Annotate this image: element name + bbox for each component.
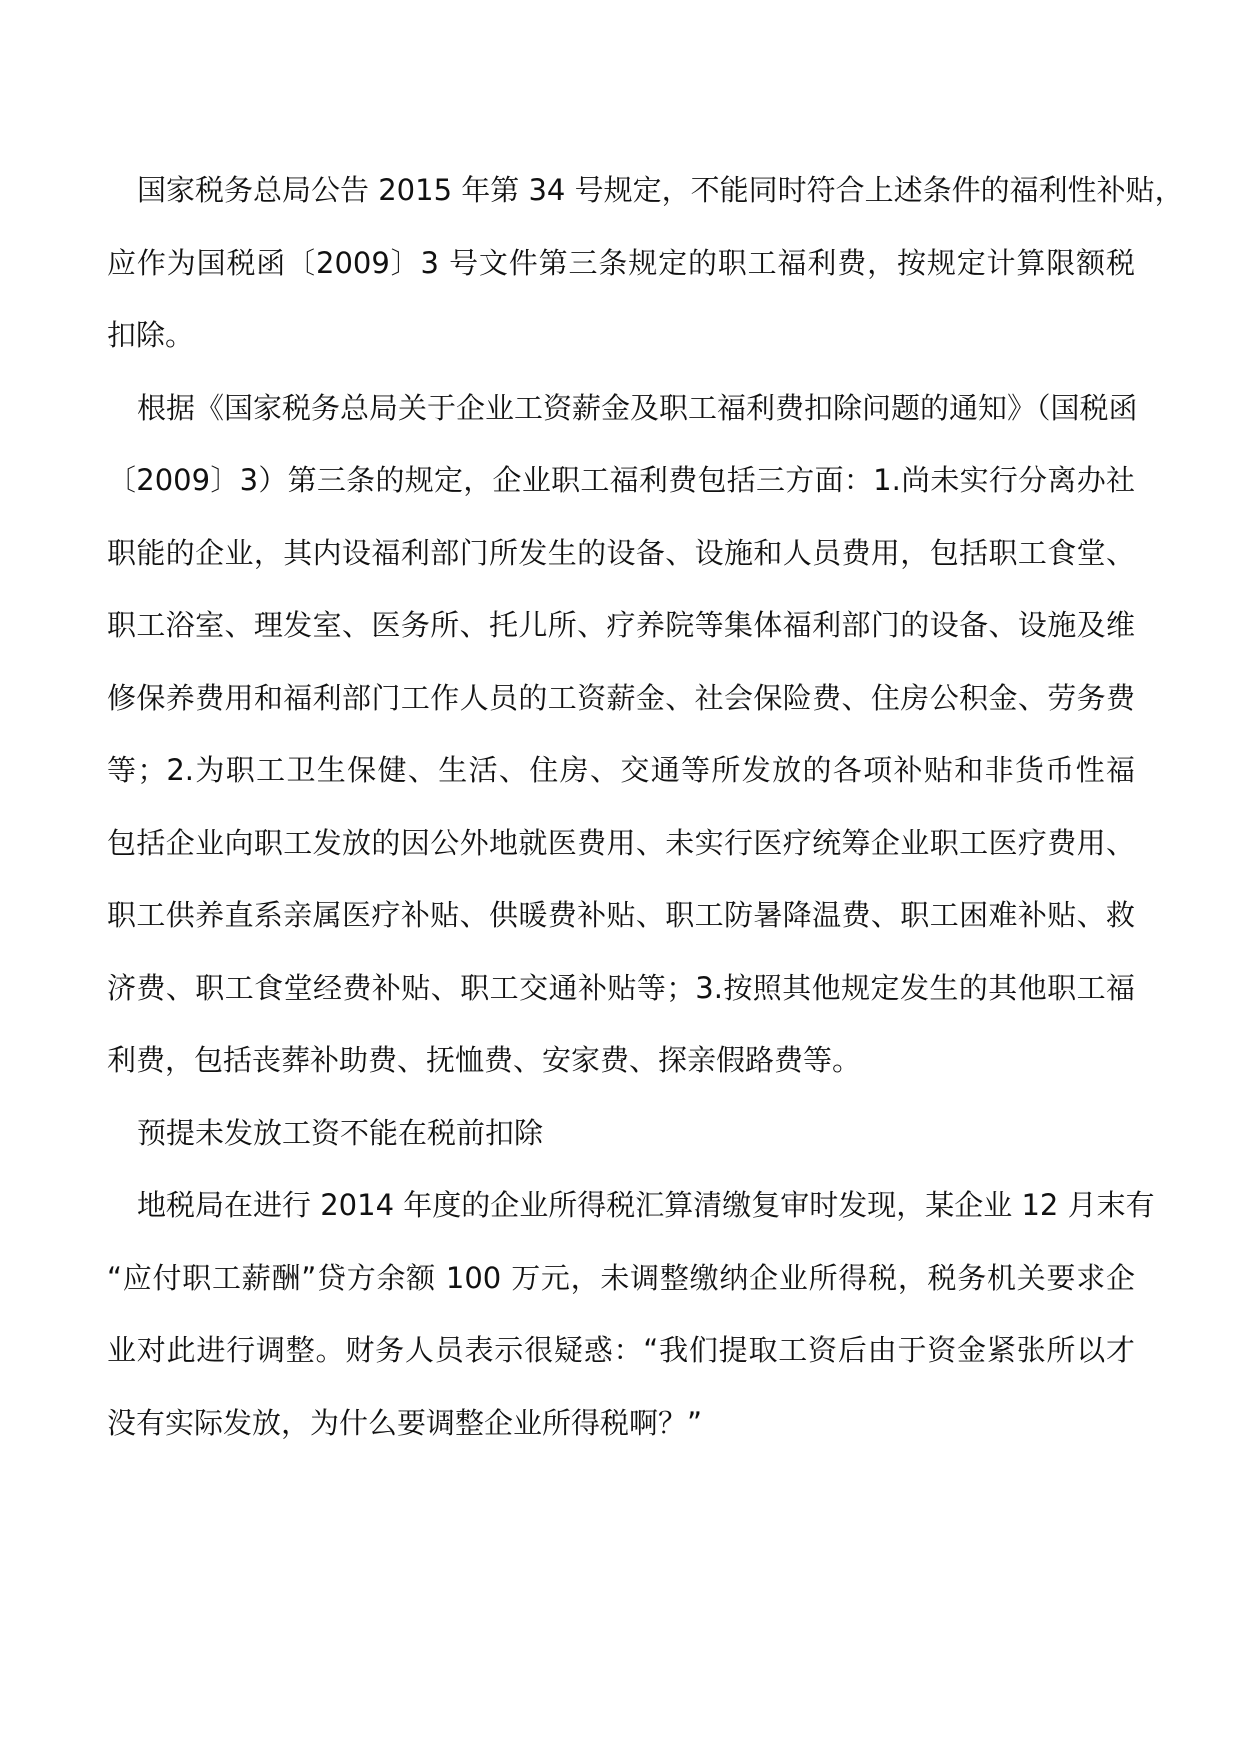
text-line: 济费、职工食堂经费补贴、职工交通补贴等；3.按照其他规定发生的其他职工福 [107,970,1135,1005]
text-line: 修保养费用和福利部门工作人员的工资薪金、社会保险费、住房公积金、劳务费 [107,680,1135,715]
paragraph-welfare-subsidy [107,154,1184,372]
section-heading [107,1097,1135,1170]
text-line: 根据《国家税务总局关于企业工资薪金及职工福利费扣除问题的通知》（国税函 [137,390,1138,425]
text-line: 职工供养直系亲属医疗补贴、供暖费补贴、职工防暑降温费、职工困难补贴、救 [107,898,1135,932]
text-line: 没有实际发放，为什么要调整企业所得税啊？” [107,1405,703,1440]
text-line: 职工浴室、理发室、医务所、托儿所、疗养院等集体福利部门的设备、设施及维 [107,608,1135,642]
text-line: 预提未发放工资不能在税前扣除 [137,1115,544,1150]
text-line: 国家税务总局公告 2015 年第 34 号规定，不能同时符合上述条件的福利性补贴， [137,173,1184,207]
paragraph-welfare-expense-scope [107,372,1138,1097]
text-line: 扣除。 [107,318,195,352]
paragraph-case-example [107,1169,1155,1459]
text-line: 〔2009〕3）第三条的规定，企业职工福利费包括三方面：1.尚未实行分离办社 [107,463,1135,497]
document-body [107,154,1184,1459]
text-line: 等；2.为职工卫生保健、生活、住房、交通等所发放的各项补贴和非货币性福 [107,753,1135,787]
text-line: 利费，包括丧葬补助费、抚恤费、安家费、探亲假路费等。 [107,1043,862,1077]
text-line: “应付职工薪酬”贷方余额 100 万元，未调整缴纳企业所得税，税务机关要求企 [107,1260,1135,1295]
text-line: 业对此进行调整。财务人员表示很疑惑：“我们提取工资后由于资金紧张所以才 [107,1333,1135,1367]
text-line: 地税局在进行 2014 年度的企业所得税汇算清缴复审时发现，某企业 12 月末有 [137,1188,1155,1222]
text-line: 职能的企业，其内设福利部门所发生的设备、设施和人员费用，包括职工食堂、 [107,535,1135,570]
text-line: 包括企业向职工发放的因公外地就医费用、未实行医疗统筹企业职工医疗费用、 [107,825,1135,860]
text-line: 应作为国税函〔2009〕3 号文件第三条规定的职工福利费，按规定计算限额税 [107,245,1135,280]
